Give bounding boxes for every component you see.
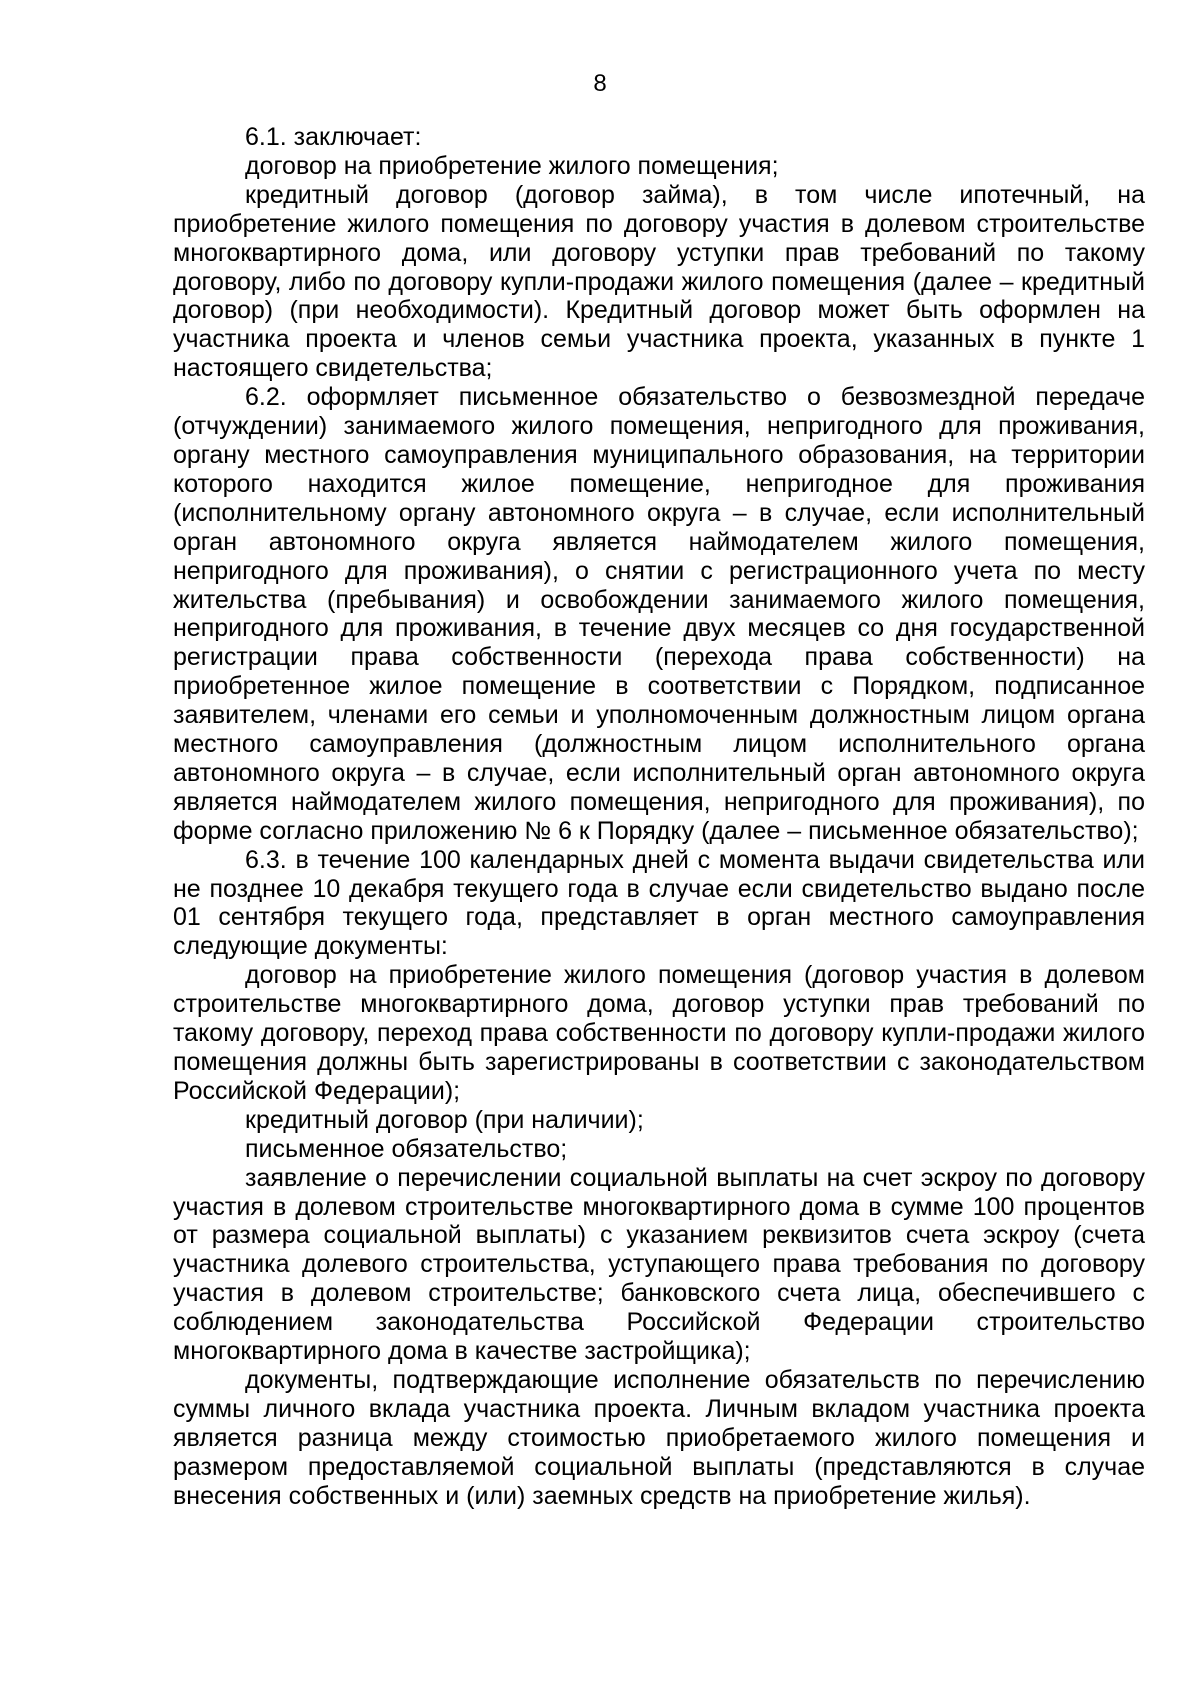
- paragraph-credit-contract-if-any: кредитный договор (при наличии);: [245, 1105, 644, 1134]
- paragraph-credit-contract: кредитный договор (договор займа), в том числе ипотечный, на приобретение жилого помещения по договору участия в долевом строительстве многоквартирного дома, или договору уступки прав требований по такому договору, либо по договору купли-продажи жилого помещения (далее – кредитный договор) (при необходимости). Кредитный договор может быть оформлен на участника проекта и членов семьи участника проекта, указанных в пункте 1 настоящего свидетельства;: [173, 180, 1145, 383]
- paragraph-6-3: 6.3. в течение 100 календарных дней с момента выдачи свидетельства или не позднее 10 декабря текущего года в случае если свидетельство выдано после 01 сентября текущего года, представляет в орган местного самоуправления следующие документы:: [173, 845, 1145, 961]
- paragraph-written-obligation: письменное обязательство;: [245, 1134, 568, 1163]
- paragraph-escrow-application: заявление о перечислении социальной выплаты на счет эскроу по договору участия в долевом строительстве многоквартирного дома в сумме 100 процентов от размера социальной выплаты) с указанием реквизитов счета эскроу (счета участника долевого строительства, уступающего права требования по договору участия в долевом строительстве; банковского счета лица, обеспечившего с соблюдением законодательства Российской Федерации строительство многоквартирного дома в качестве застройщика);: [173, 1163, 1145, 1366]
- paragraph-6-2: 6.2. оформляет письменное обязательство о безвозмездной передаче (отчуждении) занимаемого жилого помещения, непригодного для проживания, органу местного самоуправления муниципального образования, на территории которого находится жилое помещение, непригодное для проживания (исполнительному органу автономного округа – в случае, если исполнительный орган автономного округа является наймодателем жилого помещения, непригодного для проживания), о снятии с регистрационного учета по месту жительства (пребывания) и освобождении занимаемого жилого помещения, непригодного для проживания, в течение двух месяцев со дня государственной регистрации права собственности (перехода права собственности) на приобретенное жилое помещение в соответствии с Порядком, подписанное заявителем, членами его семьи и уполномоченным должностным лицом органа местного самоуправления (должностным лицом исполнительного органа автономного округа – в случае, если исполнительный орган автономного округа является наймодателем жилого помещения, непригодного для проживания), по форме согласно приложению № 6 к Порядку (далее – письменное обязательство);: [173, 383, 1145, 845]
- document-body: [173, 123, 1145, 1511]
- paragraph-purchase-contract-details: договор на приобретение жилого помещения (договор участия в долевом строительстве многоквартирного дома, договор уступки прав требований по такому договору, переход права собственности по договору купли-продажи жилого помещения должны быть зарегистрированы в соответствии с законодательством Российской Федерации);: [173, 961, 1145, 1105]
- paragraph-purchase-contract: договор на приобретение жилого помещения;: [245, 151, 779, 180]
- page-number: 8: [593, 70, 607, 97]
- paragraph-personal-contribution: документы, подтверждающие исполнение обязательств по перечислению суммы личного вклада участника проекта. Личным вкладом участника проекта является разница между стоимостью приобретаемого жилого помещения и размером предоставляемой социальной выплаты (представляются в случае внесения собственных и (или) заемных средств на приобретение жилья).: [173, 1365, 1145, 1510]
- paragraph-6-1-heading: 6.1. заключает:: [245, 123, 422, 151]
